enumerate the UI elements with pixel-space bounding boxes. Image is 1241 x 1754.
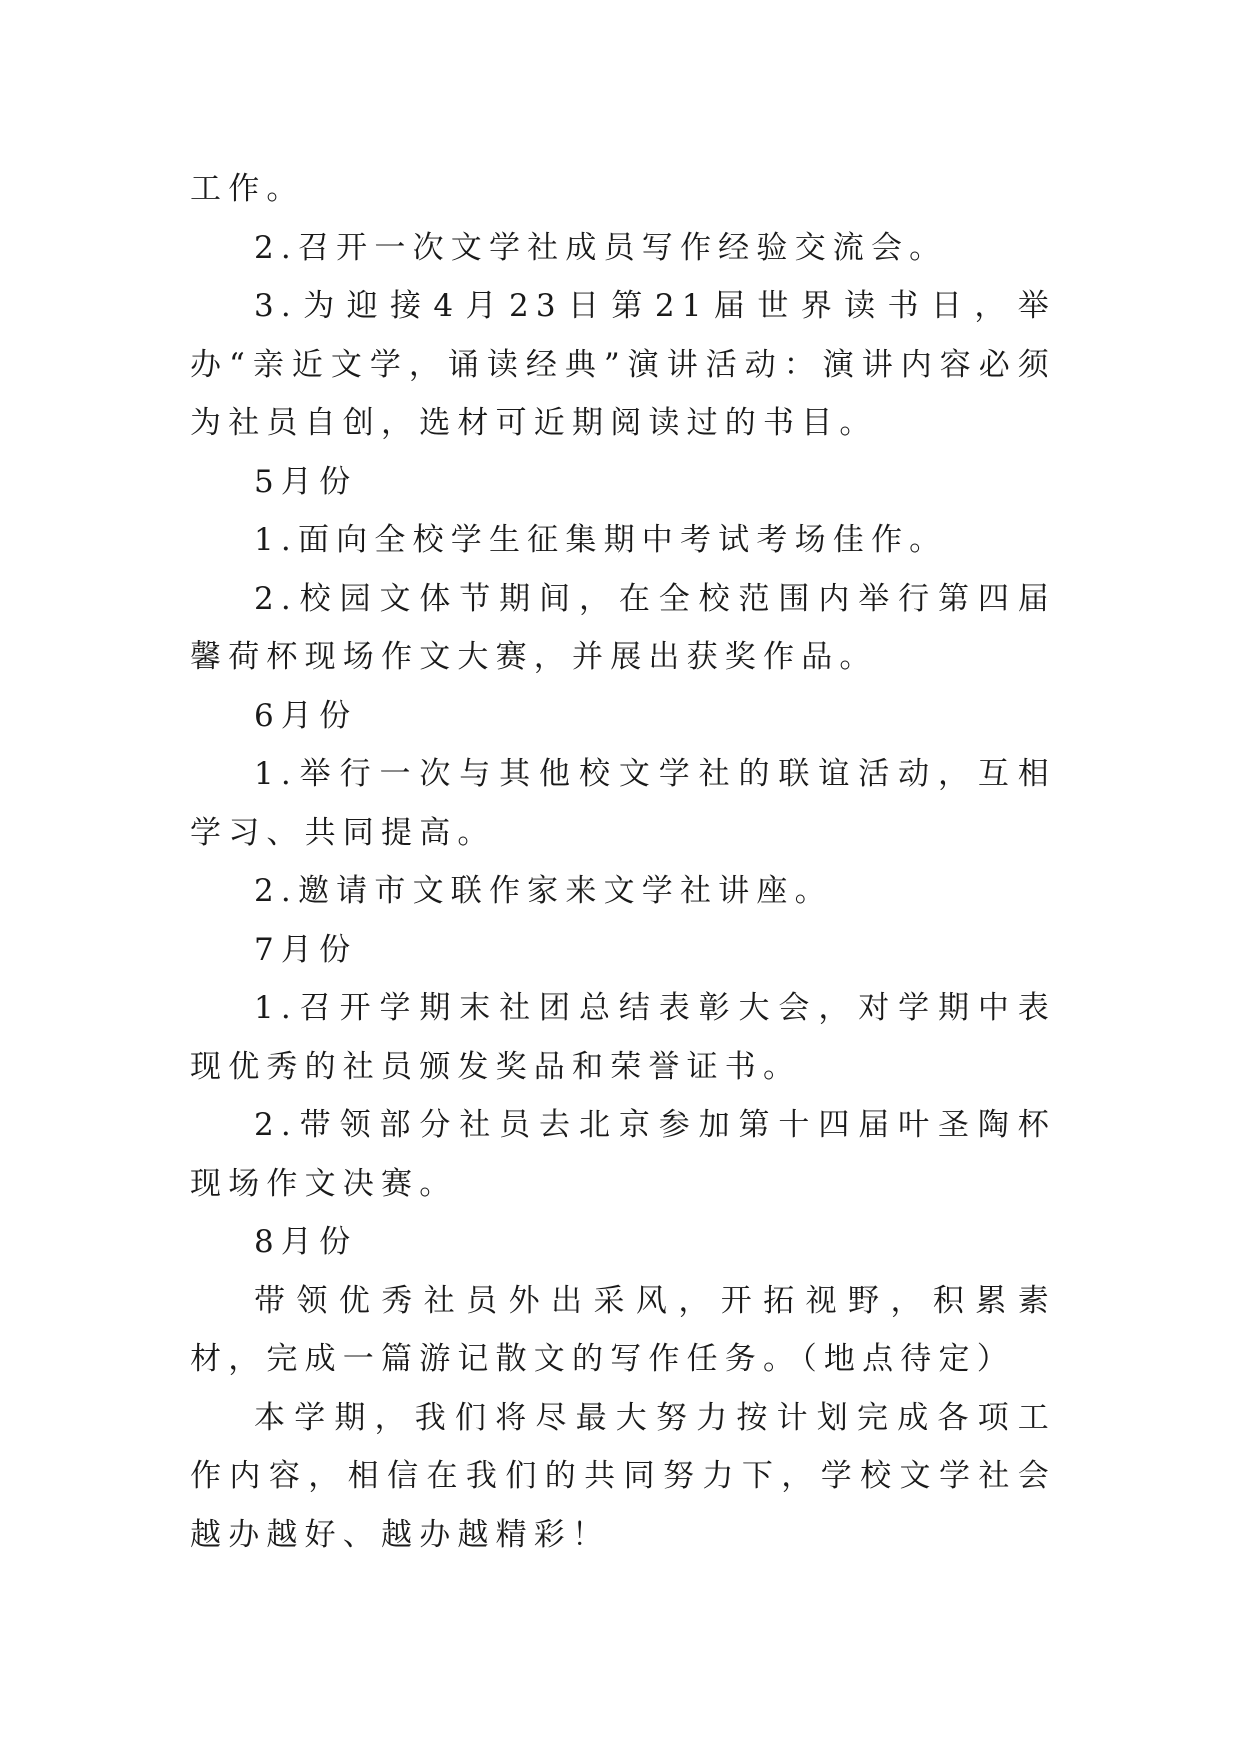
heading-august: 8月份: [254, 1224, 358, 1260]
heading-may: 5月份: [254, 463, 358, 500]
paragraph-may-item-1: 1.面向全校学生征集期中考试考场佳作。: [254, 522, 948, 558]
document-body: [190, 160, 1056, 1564]
paragraph-may-item-2: 2.校园文体节期间，在全校范围内举行第四届馨荷杯现场作文大赛，并展出获奖作品。: [190, 580, 1056, 675]
paragraph-june-item-2: 2.邀请市文联作家来文学社讲座。: [254, 873, 833, 909]
paragraph-continuation: 工作。: [190, 171, 305, 207]
paragraph-april-item-3: 3.为迎接4月23日第21届世界读书日，举办“亲近文学，诵读经典”演讲活动：演讲内容必须为社员自创，选材可近期阅读过的书目。: [190, 288, 1056, 441]
paragraph-june-item-1: 1.举行一次与其他校文学社的联谊活动，互相学习、共同提高。: [190, 756, 1056, 851]
paragraph-august-item: 带领优秀社员外出采风，开拓视野，积累素材，完成一篇游记散文的写作任务。（地点待定）: [190, 1282, 1056, 1377]
paragraph-conclusion: 本学期，我们将尽最大努力按计划完成各项工作内容，相信在我们的共同努力下，学校文学社会越办越好、越办越精彩！: [190, 1399, 1056, 1553]
paragraph-april-item-2: 2.召开一次文学社成员写作经验交流会。: [254, 229, 948, 266]
paragraph-july-item-1: 1.召开学期末社团总结表彰大会，对学期中表现优秀的社员颁发奖品和荣誉证书。: [190, 990, 1056, 1085]
heading-june: 6月份: [254, 697, 358, 734]
heading-july: 7月份: [254, 931, 358, 968]
paragraph-july-item-2: 2.带领部分社员去北京参加第十四届叶圣陶杯现场作文决赛。: [190, 1107, 1056, 1202]
